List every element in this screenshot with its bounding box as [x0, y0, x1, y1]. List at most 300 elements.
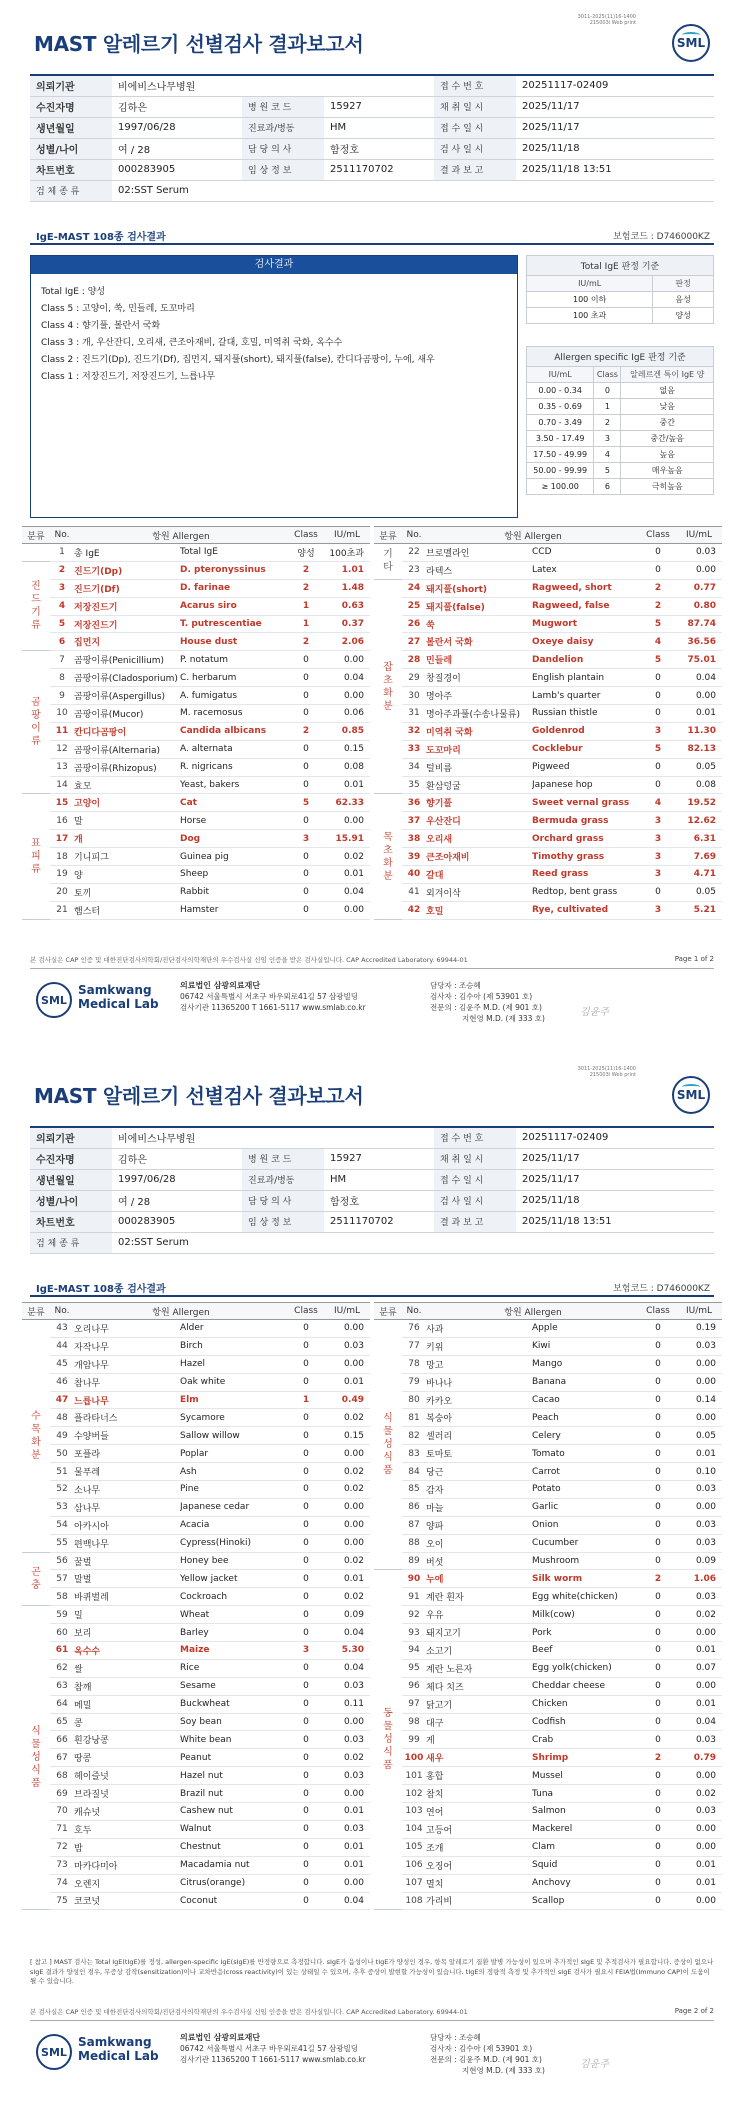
cell-ko: 향기풀 — [426, 794, 532, 812]
cell-no: 21 — [50, 901, 74, 919]
criteria-cell: 0.35 - 0.69 — [527, 399, 594, 415]
table-row — [374, 1373, 722, 1391]
criteria-cell: 0.00 - 0.34 — [527, 383, 594, 399]
cell-ko: 곰팡이류(Alternaria) — [74, 740, 180, 758]
hospital-code-value: 15927 — [324, 96, 434, 117]
cell-en: Total IgE — [180, 544, 288, 562]
cell-val: 0.02 — [324, 1463, 370, 1481]
cell-val: 0.10 — [676, 1463, 722, 1481]
cell-val: 0.01 — [676, 1642, 722, 1660]
cell-en: Poplar — [180, 1445, 288, 1463]
cell-cls: 0 — [288, 1373, 324, 1391]
criteria-cell: 중간 — [621, 415, 714, 431]
cell-en: Milk(cow) — [532, 1606, 640, 1624]
cell-val: 0.00 — [324, 651, 370, 669]
cell-cls: 0 — [288, 740, 324, 758]
cell-ko: 창질경이 — [426, 669, 532, 687]
cell-val: 0.37 — [324, 615, 370, 633]
cell-ko: 오리나무 — [74, 1320, 180, 1338]
clinical-label: 임 상 정 보 — [242, 159, 324, 180]
cell-cls: 3 — [288, 830, 324, 848]
section-title: IgE-MAST 108종 검사결과 — [36, 232, 166, 243]
cell-ko: 총 IgE — [74, 544, 180, 562]
section-header — [30, 225, 714, 245]
lab-name-1: Samkwang — [78, 2035, 152, 2049]
cell-cls: 0 — [640, 1820, 676, 1838]
cell-cls: 5 — [640, 740, 676, 758]
receipt-date-value: 2025/11/17 — [516, 1169, 714, 1190]
cell-ko: 도꼬마리 — [426, 740, 532, 758]
lab-info — [180, 980, 366, 1013]
cell-ko: 가리비 — [426, 1892, 532, 1910]
cell-ko: 우유 — [426, 1606, 532, 1624]
cell-cls: 0 — [288, 1588, 324, 1606]
table-row — [374, 1427, 722, 1445]
cell-ko: 기니피그 — [74, 848, 180, 866]
group-label — [22, 544, 50, 562]
allergen-table-right — [374, 1302, 722, 1910]
cell-en: Pine — [180, 1481, 288, 1499]
cell-ko: 복숭아 — [426, 1409, 532, 1427]
table-row — [22, 1874, 370, 1892]
lab-logo — [36, 980, 166, 1020]
table-row — [374, 579, 722, 597]
cell-en: Kiwi — [532, 1337, 640, 1355]
cell-cls: 2 — [288, 579, 324, 597]
column-header-group: 분류 — [22, 1303, 50, 1320]
criteria-row — [527, 431, 714, 447]
table-row — [374, 687, 722, 705]
result-line: Class 5 : 고양이, 쑥, 민들레, 도꼬마리 — [41, 304, 195, 314]
cell-no: 40 — [402, 866, 426, 884]
cell-cls: 0 — [288, 1749, 324, 1767]
cell-cls: 0 — [288, 1803, 324, 1821]
cell-cls: 2 — [288, 561, 324, 579]
cell-en: Sallow willow — [180, 1427, 288, 1445]
cell-en: P. notatum — [180, 651, 288, 669]
doctor-label: 담 당 의 사 — [242, 1190, 324, 1211]
cell-no: 24 — [402, 579, 426, 597]
cell-ko: 환삼덩굴 — [426, 776, 532, 794]
cell-ko: 밤 — [74, 1838, 180, 1856]
cell-no: 100 — [402, 1749, 426, 1767]
cell-en: Sycamore — [180, 1409, 288, 1427]
cell-val: 7.69 — [676, 848, 722, 866]
table-row — [374, 776, 722, 794]
cell-val: 0.04 — [324, 1624, 370, 1642]
cell-en: Cocklebur — [532, 740, 640, 758]
cell-ko: 닭고기 — [426, 1695, 532, 1713]
cell-ko: 라텍스 — [426, 561, 532, 579]
cell-cls: 3 — [640, 812, 676, 830]
chart-value: 000283905 — [112, 159, 242, 180]
sml-logo-icon — [36, 982, 72, 1018]
table-row — [22, 1803, 370, 1821]
cell-ko: 누에 — [426, 1570, 532, 1588]
cell-no: 85 — [402, 1481, 426, 1499]
cell-cls: 0 — [640, 1856, 676, 1874]
criteria-header: IU/mL — [527, 276, 653, 292]
cell-cls: 0 — [640, 1481, 676, 1499]
sml-logo-icon — [36, 2034, 72, 2070]
clinical-value: 2511170702 — [324, 159, 434, 180]
table-row — [22, 1498, 370, 1516]
cell-cls: 0 — [640, 1337, 676, 1355]
cell-cls: 0 — [288, 1481, 324, 1499]
cell-cls: 0 — [640, 1534, 676, 1552]
criteria-cell: 낮음 — [621, 399, 714, 415]
table-row — [374, 669, 722, 687]
cell-en: Cheddar cheese — [532, 1677, 640, 1695]
cell-en: Tomato — [532, 1445, 640, 1463]
cell-val: 0.00 — [324, 1355, 370, 1373]
cell-en: Carrot — [532, 1463, 640, 1481]
test-date-value: 2025/11/18 — [516, 138, 714, 159]
cell-en: Hazel — [180, 1355, 288, 1373]
cell-cls: 0 — [640, 1588, 676, 1606]
cell-val: 5.21 — [676, 901, 722, 919]
cell-ko: 곰팡이류(Aspergillus) — [74, 687, 180, 705]
cell-val: 0.06 — [324, 705, 370, 723]
table-row — [22, 901, 370, 919]
cell-cls: 0 — [640, 1427, 676, 1445]
table-row — [374, 722, 722, 740]
cell-cls: 4 — [640, 794, 676, 812]
column-header-class: Class — [288, 527, 324, 544]
lab-name-1: Samkwang — [78, 983, 152, 997]
cell-no: 16 — [50, 812, 74, 830]
cell-ko: 큰조아재비 — [426, 848, 532, 866]
cell-ko: 호두 — [74, 1820, 180, 1838]
cell-val: 0.04 — [324, 669, 370, 687]
insurance-code: 보험코드 : D746000KZ — [613, 1284, 710, 1294]
cell-val: 5.30 — [324, 1642, 370, 1660]
cell-en: M. racemosus — [180, 705, 288, 723]
cell-no: 82 — [402, 1427, 426, 1445]
criteria-cell: 100 이하 — [527, 292, 653, 308]
doc-code-2: 215003i Web print — [589, 1072, 636, 1078]
chart-label: 차트번호 — [30, 159, 112, 180]
test-date-value: 2025/11/18 — [516, 1190, 714, 1211]
table-row — [374, 1588, 722, 1606]
table-row — [22, 1785, 370, 1803]
table-row — [374, 1677, 722, 1695]
cell-en: Banana — [532, 1373, 640, 1391]
lab-org: 의료법인 삼광의료재단 — [180, 2033, 261, 2042]
cell-val: 0.00 — [324, 812, 370, 830]
specimen-value: 02:SST Serum — [112, 180, 714, 201]
table-row — [22, 1337, 370, 1355]
criteria-header: Class — [594, 367, 621, 383]
cell-cls: 0 — [288, 1767, 324, 1785]
table-row — [374, 1463, 722, 1481]
table-row — [22, 1391, 370, 1409]
table-row — [374, 1409, 722, 1427]
table-header-row — [374, 1303, 722, 1320]
cell-cls: 0 — [288, 1695, 324, 1713]
cell-en: Cacao — [532, 1391, 640, 1409]
cell-en: Crab — [532, 1731, 640, 1749]
cell-ko: 저장진드기 — [74, 597, 180, 615]
cell-no: 87 — [402, 1516, 426, 1534]
column-header-allergen: 항원 Allergen — [426, 1303, 640, 1320]
signer-line: 지현영 M.D. (제 333 호) — [462, 1014, 545, 1023]
group-label: 식 물 성 식 품 — [22, 1606, 50, 1910]
cell-en: Dandelion — [532, 651, 640, 669]
cell-cls: 0 — [288, 1820, 324, 1838]
cell-en: Sweet vernal grass — [532, 794, 640, 812]
cell-cls: 0 — [288, 1552, 324, 1570]
table-row — [374, 561, 722, 579]
criteria-row — [527, 479, 714, 495]
cell-cls: 2 — [640, 597, 676, 615]
cell-no: 46 — [50, 1373, 74, 1391]
cell-en: Russian thistle — [532, 705, 640, 723]
table-row — [22, 1695, 370, 1713]
cell-no: 8 — [50, 669, 74, 687]
table-row — [374, 1785, 722, 1803]
cell-cls: 3 — [640, 848, 676, 866]
cell-val: 0.00 — [324, 1516, 370, 1534]
lab-name-2: Medical Lab — [78, 2049, 159, 2063]
institution-label: 의뢰기관 — [30, 1127, 112, 1148]
result-line: Class 1 : 저장진드기, 저장진드기, 느릅나무 — [41, 372, 216, 382]
report-date-label: 결 과 보 고 — [434, 1211, 516, 1232]
criteria-cell: 3.50 - 17.49 — [527, 431, 594, 447]
cell-en: Rice — [180, 1659, 288, 1677]
cell-no: 86 — [402, 1498, 426, 1516]
doctor-value: 함정호 — [324, 1190, 434, 1211]
cell-ko: 쌀 — [74, 1659, 180, 1677]
signers — [430, 980, 545, 1024]
cell-en: T. putrescentiae — [180, 615, 288, 633]
criteria-row — [527, 399, 714, 415]
table-row — [22, 544, 370, 562]
cell-cls: 0 — [288, 1713, 324, 1731]
cell-val: 0.00 — [324, 687, 370, 705]
cell-cls: 0 — [640, 883, 676, 901]
cell-ko: 콩 — [74, 1713, 180, 1731]
cell-no: 56 — [50, 1552, 74, 1570]
cell-cls: 0 — [640, 561, 676, 579]
cell-en: Walnut — [180, 1820, 288, 1838]
table-row — [374, 633, 722, 651]
sml-logo-icon — [672, 24, 710, 62]
table-row — [374, 1838, 722, 1856]
clinical-label: 임 상 정 보 — [242, 1211, 324, 1232]
hospital-code-label: 병 원 코 드 — [242, 1148, 324, 1169]
cell-cls: 2 — [640, 579, 676, 597]
cell-ko: 흰강낭콩 — [74, 1731, 180, 1749]
column-header-value: IU/mL — [324, 1303, 370, 1320]
criteria-cell: 17.50 - 49.99 — [527, 447, 594, 463]
cell-en: Birch — [180, 1337, 288, 1355]
cell-ko: 오이 — [426, 1534, 532, 1552]
cell-en: Pork — [532, 1624, 640, 1642]
table-row — [22, 1749, 370, 1767]
cell-cls: 0 — [640, 1552, 676, 1570]
table-row — [374, 1337, 722, 1355]
cell-no: 10 — [50, 705, 74, 723]
chart-value: 000283905 — [112, 1211, 242, 1232]
table-row — [374, 1731, 722, 1749]
cell-en: Rabbit — [180, 883, 288, 901]
sexage-value: 여 / 28 — [112, 138, 242, 159]
cell-val: 100초과 — [324, 544, 370, 562]
table-row — [22, 1624, 370, 1642]
cell-no: 39 — [402, 848, 426, 866]
table-row — [22, 1731, 370, 1749]
table-row — [374, 1498, 722, 1516]
cell-val: 0.00 — [324, 1320, 370, 1338]
cell-val: 0.03 — [676, 1803, 722, 1821]
cell-en: D. pteronyssinus — [180, 561, 288, 579]
receipt-no-label: 접 수 번 호 — [434, 75, 516, 96]
cell-ko: 곰팡이류(Cladosporium) — [74, 669, 180, 687]
criteria-row — [527, 463, 714, 479]
cell-ko: 민들레 — [426, 651, 532, 669]
cell-cls: 0 — [640, 705, 676, 723]
cell-no: 7 — [50, 651, 74, 669]
column-header-group: 분류 — [374, 527, 402, 544]
dept-label: 진료과/병동 — [242, 1169, 324, 1190]
criteria-cell: 6 — [594, 479, 621, 495]
cell-en: Dog — [180, 830, 288, 848]
cell-ko: 게 — [426, 1731, 532, 1749]
cell-cls: 0 — [288, 1355, 324, 1373]
group-label: 수 목 화 분 — [22, 1320, 50, 1553]
table-row — [374, 883, 722, 901]
table-row — [374, 830, 722, 848]
table-row — [22, 722, 370, 740]
cell-ko: 참깨 — [74, 1677, 180, 1695]
cell-val: 87.74 — [676, 615, 722, 633]
cell-cls: 0 — [640, 544, 676, 562]
cell-val: 0.00 — [324, 1874, 370, 1892]
accreditation-note: 본 검사실은 CAP 인증 및 대한진단검사의학회/진단검사의학재단의 우수검사실 신임 인증을 받은 검사실입니다. CAP Accredited Laboratory. 69944-01 — [30, 2008, 468, 2016]
cell-cls: 0 — [640, 758, 676, 776]
cell-cls: 0 — [640, 776, 676, 794]
cell-en: Acarus siro — [180, 597, 288, 615]
criteria-cell: 5 — [594, 463, 621, 479]
cell-cls: 0 — [288, 1659, 324, 1677]
cell-no: 66 — [50, 1731, 74, 1749]
cell-en: Soy bean — [180, 1713, 288, 1731]
cell-no: 34 — [402, 758, 426, 776]
doctor-value: 함정호 — [324, 138, 434, 159]
cell-ko: 곰팡이류(Mucor) — [74, 705, 180, 723]
cell-ko: 진드기(Dp) — [74, 561, 180, 579]
cell-val: 2.06 — [324, 633, 370, 651]
cell-ko: 코코넛 — [74, 1892, 180, 1910]
cell-cls: 0 — [640, 1624, 676, 1642]
table-row — [374, 1856, 722, 1874]
cell-cls: 0 — [640, 1606, 676, 1624]
table-header-row — [22, 527, 370, 544]
table-row — [374, 812, 722, 830]
cell-val: 4.71 — [676, 866, 722, 884]
cell-val: 0.00 — [676, 1892, 722, 1910]
result-line: Class 3 : 개, 우산잔디, 오리새, 큰조아재비, 갈대, 호밀, 미역취 국화, 옥수수 — [41, 338, 343, 348]
cell-no: 38 — [402, 830, 426, 848]
column-header-class: Class — [640, 527, 676, 544]
cell-val: 0.00 — [676, 1373, 722, 1391]
cell-ko: 당근 — [426, 1463, 532, 1481]
table-row — [374, 1820, 722, 1838]
table-row — [22, 1516, 370, 1534]
table-row — [22, 1713, 370, 1731]
doc-code-1: 3011-2025(11)16-1400 — [577, 1066, 636, 1072]
cell-no: 59 — [50, 1606, 74, 1624]
cell-cls: 0 — [640, 1713, 676, 1731]
signers — [430, 2032, 545, 2076]
cell-no: 79 — [402, 1373, 426, 1391]
specimen-label: 검 체 종 류 — [30, 180, 112, 201]
cell-cls: 0 — [288, 848, 324, 866]
cell-cls: 0 — [640, 1445, 676, 1463]
cell-cls: 0 — [288, 705, 324, 723]
total-ige-criteria-table — [526, 255, 714, 324]
cell-en: Cat — [180, 794, 288, 812]
cell-ko: 새우 — [426, 1749, 532, 1767]
cell-en: Onion — [532, 1516, 640, 1534]
cell-no: 68 — [50, 1767, 74, 1785]
hospital-code-value: 15927 — [324, 1148, 434, 1169]
cell-cls: 0 — [288, 1427, 324, 1445]
cell-no: 5 — [50, 615, 74, 633]
cell-ko: 옥수수 — [74, 1642, 180, 1660]
table-row — [374, 1570, 722, 1588]
cell-val: 0.09 — [324, 1606, 370, 1624]
cell-en: Timothy grass — [532, 848, 640, 866]
cell-ko: 양파 — [426, 1516, 532, 1534]
patient-info-table — [30, 74, 714, 202]
cell-ko: 브로멜라인 — [426, 544, 532, 562]
group-label: 동 물 성 식 품 — [374, 1570, 402, 1910]
cell-ko: 조개 — [426, 1838, 532, 1856]
cell-val: 0.00 — [676, 1498, 722, 1516]
criteria-header: 알레르겐 특이 IgE 양 — [621, 367, 714, 383]
column-header-allergen: 항원 Allergen — [74, 1303, 288, 1320]
cell-cls: 0 — [640, 1642, 676, 1660]
cell-no: 22 — [402, 544, 426, 562]
cell-ko: 계란 흰자 — [426, 1588, 532, 1606]
dob-label: 생년월일 — [30, 117, 112, 138]
cell-cls: 0 — [288, 1570, 324, 1588]
cell-ko: 계란 노른자 — [426, 1659, 532, 1677]
cell-ko: 아카시아 — [74, 1516, 180, 1534]
cell-cls: 0 — [640, 1803, 676, 1821]
cell-no: 25 — [402, 597, 426, 615]
cell-val: 1.01 — [324, 561, 370, 579]
signature: 김윤주 — [580, 1007, 609, 1018]
cell-cls: 1 — [288, 615, 324, 633]
cell-ko: 편백나무 — [74, 1534, 180, 1552]
cell-ko: 저장진드기 — [74, 615, 180, 633]
cell-ko: 버섯 — [426, 1552, 532, 1570]
cell-ko: 마카다미아 — [74, 1856, 180, 1874]
cell-en: Brazil nut — [180, 1785, 288, 1803]
table-row — [22, 561, 370, 579]
cell-en: Shrimp — [532, 1749, 640, 1767]
reference-note: [ 참고 ] MAST 검사는 Total IgE(tIgE)를 정성, allergen-specific IgE(sIgE)를 반정량으로 측정합니다. sIgE가 음성이나 tIgE가 양성인 경우, 항목 알레르기 질환 발병 가능성이 있으며 추가적인 sIgE 및 추적검사가 필요합니다. 증상이 없으나 sIgE 결과가 양성인 경우, 무증상 감작(sensitization)이나 교차반응(cross reactivity)이 있는 상태일 수 있으며, 추후 증상이 발현할 가능성이 있습니다. tIgE의 정량적 측정 및 추가적인 sIgE 검사가 필요시 FEIA법(Immuno CAP)이 도움이 될 수 있습니다. — [30, 1958, 714, 1985]
cell-cls: 0 — [640, 1874, 676, 1892]
criteria-cell: 중간/높음 — [621, 431, 714, 447]
cell-val: 0.01 — [676, 705, 722, 723]
cell-en: Potato — [532, 1481, 640, 1499]
sexage-label: 성별/나이 — [30, 1190, 112, 1211]
cell-no: 58 — [50, 1588, 74, 1606]
